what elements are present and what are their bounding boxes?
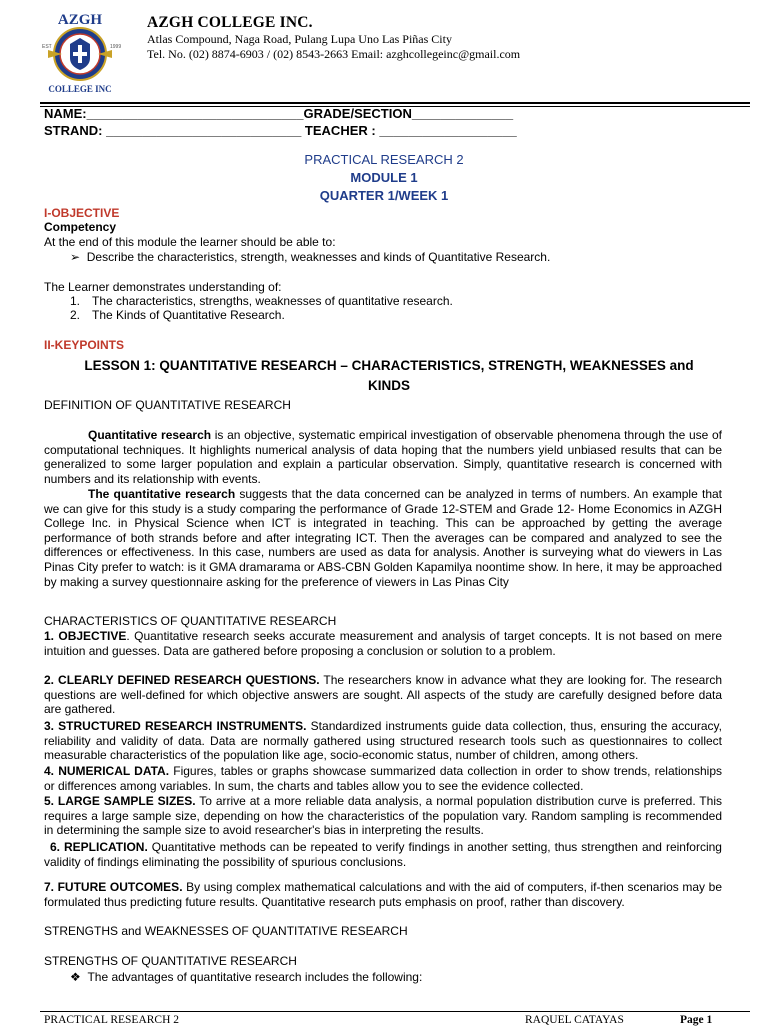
characteristic-label: 4. NUMERICAL DATA. [44,764,170,778]
strengths-bullet-text: The advantages of quantitative research includes the following: [87,970,423,984]
characteristic-item [44,764,722,793]
list-item-text: The characteristics, strengths, weaknesses of quantitative research. [92,294,453,308]
list-item: 2. The Kinds of Quantitative Research. [70,308,285,322]
characteristic-text: Standardized instruments guide data collection, thus, ensuring the accuracy, reliability and validity of data. Data are normally gathered using structured research tools such as questionnaires to collect measurable characteristics of the population like age, socio-economic status, number of children, among others. [44,719,723,763]
characteristic-label: 1. OBJECTIVE [44,629,127,643]
logo-year: 1999 [110,44,122,50]
footer-page-number: Page 1 [680,1014,713,1026]
definition-paragraph-1 [44,428,722,486]
characteristic-item [44,629,722,658]
objective-bullet-text: Describe the characteristics, strength, weaknesses and kinds of Quantitative Research. [86,250,551,264]
characteristic-text: . Quantitative research seeks accurate measurement and analysis of target concepts. It is not based on mere intuition and guesses. Data are gathered before proposing a conclusion or solution to a problem. [44,629,722,658]
college-address: Atlas Compound, Naga Road, Pulang Lupa Uno Las Piñas City [147,32,452,46]
strengths-bullet [70,970,422,984]
diamond-bullet-icon: ❖ [70,970,81,984]
term-quantitative-research: Quantitative research [88,428,212,442]
characteristics-heading: CHARACTERISTICS OF QUANTITATIVE RESEARCH [44,614,337,628]
logo-text-top: AZGH [57,12,103,28]
keypoints-heading: II-KEYPOINTS [44,338,125,352]
logo-text-bottom: COLLEGE INC [48,84,112,94]
characteristic-text: By using complex mathematical calculations and with the aid of computers, if-then scenarios may be formulated thus predicting future results. Quantitative research puts emphasis on proof, rather than discovery. [44,880,722,909]
characteristic-item [44,840,722,869]
paragraph-text: suggests that the data concerned can be analyzed in terms of numbers. An example that we can give for this study is a study comparing the performance of Grade 12-STEM and Grade 12- Home Economics in AZGH College Inc. in Physical Science when ICT is integrated in teaching. This can be approached by getting the average performance of both strands before and after integrating ICT. Then the averages can be compared and analyzed to see the differences or effectiveness. In this case, numbers are used as data for analysis. Another is surveying what do viewers in Las Pinas City prefer to watch: is it GMA dramarama or ABS-CBN Golden Kapamilya noontime show. In here, it may be approached by making a survey questionnaire asking for the preference of viewers in Las Pinas City [44,487,722,589]
characteristic-label: 2. CLEARLY DEFINED RESEARCH QUESTIONS. [44,673,320,687]
lesson-title-line2: KINDS [367,378,410,393]
characteristic-label: 6. REPLICATION. [50,840,148,854]
footer-divider [40,1011,750,1012]
footer-subject: PRACTICAL RESEARCH 2 [44,1014,180,1026]
footer-author: RAQUEL CATAYAS [525,1014,624,1026]
strand-teacher-field: STRAND: ___________________________ TEACHER : ___________________ [44,123,517,138]
lesson-title-line1: LESSON 1: QUANTITATIVE RESEARCH – CHARACTERISTICS, STRENGTH, WEAKNESSES and [84,358,694,373]
competency-label: Competency [44,220,117,234]
strengths-heading: STRENGTHS OF QUANTITATIVE RESEARCH [44,954,297,968]
strengths-weaknesses-heading: STRENGTHS and WEAKNESSES OF QUANTITATIVE RESEARCH [44,924,408,938]
characteristic-text: Quantitative methods can be repeated to verify findings in another setting, thus strengthen and reinforcing validity of findings eliminating the possibility of spurious conclusions. [44,840,722,869]
characteristic-label: 5. LARGE SAMPLE SIZES. [44,794,196,808]
logo-est: EST [42,44,52,50]
definition-paragraph-2 [44,487,722,589]
header-divider-thick [40,102,750,104]
objective-bullet [70,250,550,264]
college-logo [30,10,130,98]
college-contact: Tel. No. (02) 8874-6903 / (02) 8543-2663 Email: azghcollegeinc@gmail.com [147,47,521,61]
objective-intro: At the end of this module the learner should be able to: [44,235,336,249]
objective-heading: I-OBJECTIVE [44,206,120,220]
quarter-title: QUARTER 1/WEEK 1 [319,188,449,203]
characteristic-label: 3. STRUCTURED RESEARCH INSTRUMENTS. [44,719,307,733]
characteristic-item [44,673,722,717]
paragraph-text: is an objective, systematic empirical investigation of observable phenomena through the use of computational techniques. It highlights numerical analysis of data hoping that the numbers yield unbiased results that can be generalized to some larger population and explain a particular observation. Simply, quantitative research is concerned with numbers and its relationship with events. [44,428,722,486]
definition-heading: DEFINITION OF QUANTITATIVE RESEARCH [44,398,291,412]
college-name: AZGH COLLEGE INC. [147,14,313,31]
list-item: 1. The characteristics, strengths, weaknesses of quantitative research. [70,294,453,308]
module-title: MODULE 1 [350,170,418,185]
characteristic-item [44,719,722,763]
characteristic-text: Figures, tables or graphs showcase summarized data collection in order to show trends, relationships or differences among variables. In sum, the charts and tables allow you to see the evidence collected. [44,764,722,793]
characteristic-label: 7. FUTURE OUTCOMES. [44,880,183,894]
arrow-bullet-icon: ➢ [70,250,81,264]
characteristic-text: To arrive at a more reliable data analysis, a normal population distribution curve is preferred. This requires a large sample size, depending on how the characteristics of the population vary. Random sampling is recommended in determining the sample size to avoid researcher's bias in interpreting the results. [44,794,722,838]
characteristic-text: The researchers know in advance what they are looking for. The research questions are well-defined for which objective answers are sought. All aspects of the study are carefully designed before data are gathered. [44,673,722,717]
name-grade-field: NAME:______________________________GRADE/SECTION______________ [44,106,514,121]
term-the-quantitative-research: The quantitative research [88,487,236,501]
characteristic-item [44,880,722,909]
characteristic-item [44,794,722,838]
subject-title: PRACTICAL RESEARCH 2 [304,152,464,167]
list-item-text: The Kinds of Quantitative Research. [92,308,285,322]
lesson-title [44,356,734,396]
learner-intro: The Learner demonstrates understanding of: [44,280,282,294]
